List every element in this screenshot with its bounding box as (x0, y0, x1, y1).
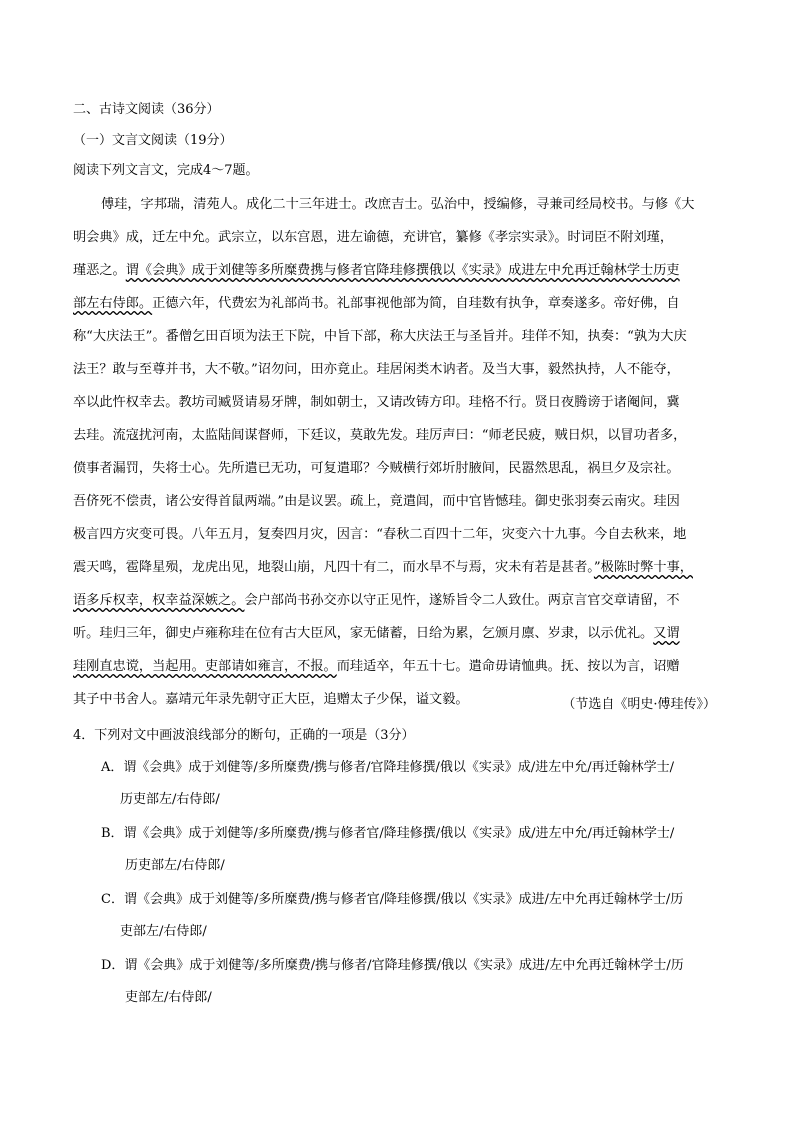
wavy-underlined-text: 谓《会典》成于刘健等多所糜费携与修者官降珪修撰俄以《实录》成进左中允再迁翰林学士历吏 (125, 263, 680, 278)
underlined-text: 又谓 (653, 626, 680, 641)
option-b[interactable]: B．谓《会典》成于刘健等/多所糜费/携与修者官/降珪修撰/俄以《实录》成/进左中允/再迁翰林学士/ (101, 826, 675, 841)
passage-line (73, 593, 680, 609)
passage-line: 傅珪，字邦瑞，清苑人。成化二十三年进士。改庶吉士。弘治中，授编修，寻兼司经局校书。与修《大 (101, 197, 695, 212)
passage-line: 吾侪死不偿责，诸公安得首鼠两端。”由是议罢。疏上，竟遣闾，而中官皆憾珪。御史张羽奏云南灾。珪因 (73, 494, 680, 509)
passage-text: 瑾恶之。 (73, 263, 126, 278)
passage-line (73, 626, 680, 642)
passage-line: 法王？敢与至尊并书，大不敬。”诏勿问，田亦竟止。珪居闲类木讷者。及当大事，毅然执持，人不能夺， (73, 362, 680, 377)
passage-line (73, 560, 693, 576)
underlined-text: ”极陈时弊十事， (593, 560, 693, 575)
passage-line: 明会典》成，迁左中允。武宗立，以东宫恩，进左谕德，充讲官，纂修《孝宗实录》。时词臣不附刘瑾， (73, 230, 674, 245)
option-d-continued[interactable]: 吏部左/右侍郎/ (125, 990, 212, 1005)
option-c[interactable]: C．谓《会典》成于刘健等/多所糜费/携与修者官/降珪修撰/俄以《实录》成进/左中允再迁翰林学士/历 (101, 892, 684, 907)
passage-line: 偾事者漏罚，失将士心。先所遣已无功，可复遣耶？今贼横行郊圻肘腋间，民嚣然思乱，祸旦夕及宗社。 (73, 461, 680, 476)
passage-text: 震天鸣，雹降星殒，龙虎出见，地裂山崩，凡四十有二，而水旱不与焉，灾未有若是甚者。 (73, 560, 594, 575)
passage-line: 其子中书舍人。嘉靖元年录先朝守正大臣，追赠太子少保，谥文毅。 (73, 692, 469, 707)
passage-source: （节选自《明史·傅珪传》） (562, 697, 716, 712)
option-c-continued[interactable]: 吏部左/右侍郎/ (120, 924, 207, 939)
underlined-text: 语多斥权幸，权幸益深嫉之。 (73, 593, 245, 608)
passage-line: 称“大庆法王”。番僧乞田百顷为法王下院，中旨下部，称大庆法王与圣旨并。珪佯不知，执奏：“孰为大庆 (73, 329, 687, 344)
passage-text: 而珪适卒，年五十七。遣命毋请恤典。抚、按以为言，诏赠 (336, 659, 680, 674)
passage-line (73, 296, 680, 312)
passage-line (73, 659, 680, 675)
wavy-underlined-text: 部左右侍郎。 (73, 296, 153, 311)
passage-text: 听。珪归三年，御史卢雍称珪在位有古大臣风，家无储蓄，日给为累，乞颁月廪、岁隶，以示优礼。 (73, 626, 654, 641)
section-title: 二、古诗文阅读（36分） (73, 102, 220, 117)
passage-line: 卒以此忤权幸去。教坊司臧贤请易牙牌，制如朝士，又请改铸方印。珪格不行。贤日夜腾谤于诸阉间，冀 (73, 395, 680, 410)
option-a[interactable]: A．谓《会典》成于刘健等/多所糜费/携与修者/官降珪修撰/俄以《实录》成/进左中允/再迁翰林学士/ (101, 760, 675, 775)
passage-text: 会户部尚书孙交亦以守正见忤，遂矫旨令二人致仕。两京言官交章请留，不 (244, 593, 680, 608)
option-b-continued[interactable]: 历吏部左/右侍郎/ (125, 858, 225, 873)
reading-instruction: 阅读下列文言文，完成4～7题。 (73, 163, 259, 178)
question-stem: 4．下列对文中画波浪线部分的断句，正确的一项是（3分） (73, 728, 415, 743)
option-d[interactable]: D．谓《会典》成于刘健等/多所糜费/携与修者/官降珪修撰/俄以《实录》成进/左中允再迁翰林学士/历 (101, 958, 684, 973)
section-subtitle: （一）文言文阅读（19分） (73, 133, 233, 148)
passage-line: 去珪。流寇扰河南，太监陆闾谋督师，下廷议，莫敢先发。珪厉声曰：“师老民疲，贼日炽，以冒功者多， (73, 428, 687, 443)
underlined-text: 珪刚直忠谠，当起用。吏部请如雍言，不报。 (73, 659, 337, 674)
passage-text: 正德六年，代费宏为礼部尚书。礼部事视他部为简，自珪数有执争，章奏遂多。帝好佛，自 (152, 296, 680, 311)
passage-line: 极言四方灾变可畏。八年五月，复奏四月灾，因言：“春秋二百四十二年，灾变六十九事。今自去秋来，地 (73, 527, 687, 542)
option-a-continued[interactable]: 历吏部左/右侍郎/ (120, 792, 220, 807)
passage-line (73, 263, 680, 279)
